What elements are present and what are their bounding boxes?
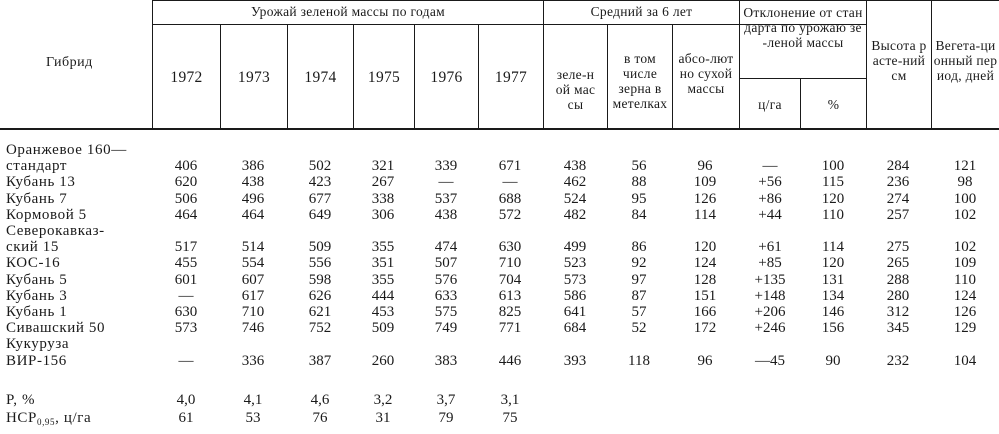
table-cell: 126 — [953, 304, 977, 320]
table-cell: 338 — [371, 190, 395, 207]
table-cell: 339 — [434, 158, 458, 175]
table-cell: 84 — [631, 206, 647, 223]
table-cell: 275 — [886, 239, 910, 256]
table-cell: 482 — [563, 206, 587, 223]
footer-cell: 3,2 — [373, 392, 393, 408]
table-cell: 120 — [821, 190, 845, 207]
footer-cell: 4,6 — [310, 392, 330, 408]
table-cell: 499 — [563, 239, 587, 256]
table-cell: 626 — [308, 287, 332, 304]
table-cell: 710 — [241, 304, 265, 320]
table-cell: 129 — [953, 320, 977, 337]
table-cell: —45 — [755, 352, 785, 369]
table-cell: 151 — [693, 287, 717, 304]
table-cell: 115 — [822, 174, 844, 191]
table-cell: 506 — [174, 190, 198, 207]
table-cell: — — [438, 174, 454, 191]
table-cell: 52 — [631, 320, 647, 337]
veg-header — [932, 38, 999, 83]
table-cell: 710 — [498, 255, 522, 272]
footer-cell: 53 — [245, 410, 261, 426]
hybrid-name: КОС-16 — [6, 255, 61, 272]
table-cell: 114 — [822, 239, 844, 256]
table-cell: 104 — [953, 352, 977, 369]
table-cell: 128 — [693, 271, 717, 288]
year-header: 1977 — [494, 69, 528, 86]
table-cell: 523 — [563, 255, 587, 272]
footer-cell: 31 — [375, 410, 391, 426]
table-cell: 90 — [825, 352, 841, 369]
table-cell: 438 — [434, 206, 458, 223]
footer-cell: 79 — [438, 410, 454, 426]
table-cell: 120 — [693, 239, 717, 256]
table-cell: 383 — [434, 352, 458, 369]
table-cell: 752 — [308, 320, 332, 337]
table-cell: 345 — [886, 320, 910, 337]
table-cell: 121 — [953, 158, 977, 175]
hybrid-name: Кубань 5 — [6, 271, 68, 288]
table-cell: 102 — [953, 206, 977, 223]
footer-label — [6, 411, 91, 427]
table-cell: 517 — [174, 239, 198, 256]
hybrid-name: Кукуруза — [6, 336, 70, 353]
table-cell: 455 — [174, 255, 198, 272]
hybrid-name: ВИР-156 — [6, 352, 67, 369]
table-cell: 351 — [371, 255, 395, 272]
hybrid-name: Кубань 3 — [6, 287, 68, 304]
table-cell: 630 — [498, 239, 522, 256]
table-cell: 575 — [434, 304, 458, 320]
table-cell: 109 — [693, 174, 717, 191]
table-cell: +44 — [758, 206, 782, 223]
table-cell: 126 — [693, 190, 717, 207]
table-cell: 274 — [886, 190, 910, 207]
hybrid-name: Оранжевое 160— — [6, 142, 127, 158]
year-header: 1972 — [170, 69, 203, 86]
table-cell: 386 — [241, 158, 265, 175]
table-cell: 641 — [563, 304, 587, 320]
table-cell: 586 — [563, 287, 587, 304]
table-cell: +148 — [754, 287, 786, 304]
year-header: 1976 — [430, 69, 463, 86]
yield-group-header: Урожай зеленой массы по годам — [251, 4, 445, 19]
table-cell: 172 — [693, 320, 717, 337]
deviation-group-header-text: Отклонение от стандарта по урожаю зе-леной массы — [743, 5, 863, 50]
table-cell: 110 — [822, 206, 844, 223]
table-cell: 423 — [308, 174, 332, 191]
height-header-text: Высота расте-ний см — [871, 38, 927, 83]
hybrid-name: Сивашский 50 — [6, 320, 106, 337]
table-cell: 677 — [308, 190, 332, 207]
footer-cell: 4,1 — [243, 392, 263, 408]
table-cell: — — [762, 158, 778, 175]
table-cell: 265 — [886, 255, 910, 272]
table-cell: 257 — [886, 206, 910, 223]
table-cell: 96 — [697, 158, 713, 175]
table-cell: 284 — [886, 158, 910, 175]
table-cell: 576 — [434, 271, 458, 288]
avg-group-header: Средний за 6 лет — [590, 4, 693, 19]
table-cell: 95 — [631, 190, 647, 207]
table-cell: 92 — [631, 255, 647, 272]
table-cell: 321 — [371, 158, 395, 175]
deviation-group-header — [740, 5, 866, 50]
footer-label-rest: , ц/га — [55, 410, 92, 426]
footer-cell: 76 — [312, 410, 328, 426]
table-cell: 704 — [498, 271, 522, 288]
table-cell: — — [178, 352, 194, 369]
table-cell: 464 — [241, 206, 265, 223]
table-cell: +206 — [754, 304, 786, 320]
table-cell: 446 — [498, 352, 522, 369]
footer-label-main: НСР — [6, 410, 37, 426]
table-cell: 102 — [953, 239, 977, 256]
dev-cha-header: ц/га — [758, 97, 782, 112]
hybrid-name: Кубань 7 — [6, 190, 68, 207]
footer-cell: 75 — [502, 410, 518, 426]
table-cell: 88 — [631, 174, 647, 191]
table-cell: 438 — [563, 158, 587, 175]
table-cell: 97 — [631, 271, 647, 288]
table-cell: 746 — [241, 320, 265, 337]
hybrid-name: Кубань 1 — [6, 304, 68, 320]
table-cell: 617 — [241, 287, 265, 304]
table-cell: 355 — [371, 239, 395, 256]
table-cell: 232 — [886, 352, 910, 369]
table-cell: 509 — [371, 320, 395, 337]
table-cell: 109 — [953, 255, 977, 272]
year-header: 1975 — [367, 69, 401, 86]
table-cell: 633 — [434, 287, 458, 304]
table-cell: 444 — [371, 287, 395, 304]
table-cell: 280 — [886, 287, 910, 304]
table-cell: 100 — [821, 158, 845, 175]
table-cell: 613 — [498, 287, 522, 304]
hybrid-name: Кормовой 5 — [6, 206, 87, 223]
hybrid-name: стандарт — [6, 158, 68, 175]
footer-cell: 3,7 — [436, 392, 456, 408]
hybrid-name: Кубань 13 — [6, 174, 76, 191]
table-cell: 131 — [821, 271, 845, 288]
table-cell: 462 — [563, 174, 587, 191]
table-cell: 620 — [174, 174, 198, 191]
table-cell: 556 — [308, 255, 332, 272]
table-cell: 598 — [308, 271, 332, 288]
avg-grain-header-text: в том числе зерна в метелках — [612, 51, 668, 111]
table-cell: 124 — [693, 255, 717, 272]
table-cell: 166 — [693, 304, 717, 320]
table-cell: 120 — [821, 255, 845, 272]
table-cell: 509 — [308, 239, 332, 256]
table-cell: +85 — [758, 255, 782, 272]
table-cell: 306 — [371, 206, 395, 223]
header-bottom-rule — [0, 128, 999, 130]
col-rule — [152, 0, 153, 129]
table-cell: 114 — [694, 206, 716, 223]
table-cell: +246 — [754, 320, 786, 337]
table-cell: 288 — [886, 271, 910, 288]
table-cell: 572 — [498, 206, 522, 223]
table-cell: 312 — [886, 304, 910, 320]
avg-dry-header-text: абсо-лютно сухой массы — [678, 51, 734, 96]
table-cell: 156 — [821, 320, 845, 337]
table-cell: 87 — [631, 287, 647, 304]
table-cell: 621 — [308, 304, 332, 320]
dev-pct-header: % — [827, 97, 840, 112]
table-cell: 502 — [308, 158, 332, 175]
veg-header-text: Вегета-ционный период, дней — [933, 38, 998, 83]
table-cell: +86 — [758, 190, 782, 207]
table-cell: 57 — [631, 304, 647, 320]
table-cell: 118 — [628, 352, 650, 369]
table-cell: 524 — [563, 190, 587, 207]
avg-green-header — [544, 67, 607, 112]
table-cell: 236 — [886, 174, 910, 191]
table-cell: 387 — [308, 352, 332, 369]
table-cell: 86 — [631, 239, 647, 256]
table-cell: 56 — [631, 158, 647, 175]
table-cell: 124 — [953, 287, 977, 304]
table-cell: 110 — [954, 271, 976, 288]
table-cell: 825 — [498, 304, 522, 320]
table-cell: 771 — [498, 320, 522, 337]
hybrid-header: Гибрид — [46, 55, 93, 70]
table-cell: 406 — [174, 158, 198, 175]
table-cell: +56 — [758, 174, 782, 191]
footer-cell: 4,0 — [176, 392, 196, 408]
table-cell: 453 — [371, 304, 395, 320]
avg-dry-header — [673, 51, 739, 96]
table-cell: 537 — [434, 190, 458, 207]
table-cell: 573 — [174, 320, 198, 337]
table-cell: 393 — [563, 352, 587, 369]
avg-green-header-text: зеле-ной массы — [555, 67, 596, 112]
table-cell: 688 — [498, 190, 522, 207]
table-cell: 630 — [174, 304, 198, 320]
table-cell: +135 — [754, 271, 786, 288]
table-cell: 146 — [821, 304, 845, 320]
table-cell: 554 — [241, 255, 265, 272]
table-cell: 438 — [241, 174, 265, 191]
table-cell: 749 — [434, 320, 458, 337]
hybrid-name: Северокавказ- — [6, 223, 105, 239]
table-cell: 496 — [241, 190, 265, 207]
table-cell: 607 — [241, 271, 265, 288]
table-cell: — — [178, 287, 194, 304]
table-cell: 100 — [953, 190, 977, 207]
table-cell: 684 — [563, 320, 587, 337]
table-cell: 507 — [434, 255, 458, 272]
table-cell: 134 — [821, 287, 845, 304]
table-cell: 573 — [563, 271, 587, 288]
year-header: 1973 — [237, 69, 271, 86]
table-cell: 474 — [434, 239, 458, 256]
table-cell: 98 — [957, 174, 973, 191]
hybrid-name: ский 15 — [6, 239, 59, 256]
table-cell: 649 — [308, 206, 332, 223]
footer-cell: 61 — [178, 410, 194, 426]
table-cell: 260 — [371, 352, 395, 369]
height-header — [867, 38, 931, 83]
table-cell: 267 — [371, 174, 395, 191]
footer-label-sub: 0,95 — [36, 417, 56, 427]
avg-grain-header — [608, 51, 672, 111]
table-cell: +61 — [758, 239, 782, 256]
table-cell: 671 — [498, 158, 522, 175]
table-cell: — — [502, 174, 518, 191]
footer-cell: 3,1 — [500, 392, 520, 408]
table-cell: 336 — [241, 352, 265, 369]
table-cell: 464 — [174, 206, 198, 223]
table-cell: 514 — [241, 239, 265, 256]
footer-label: P, % — [6, 392, 36, 408]
table-cell: 96 — [697, 352, 713, 369]
year-header: 1974 — [304, 69, 337, 86]
top-rule — [153, 0, 999, 1]
table-cell: 601 — [174, 271, 198, 288]
table-cell: 355 — [371, 271, 395, 288]
deviation-rule — [740, 78, 866, 79]
